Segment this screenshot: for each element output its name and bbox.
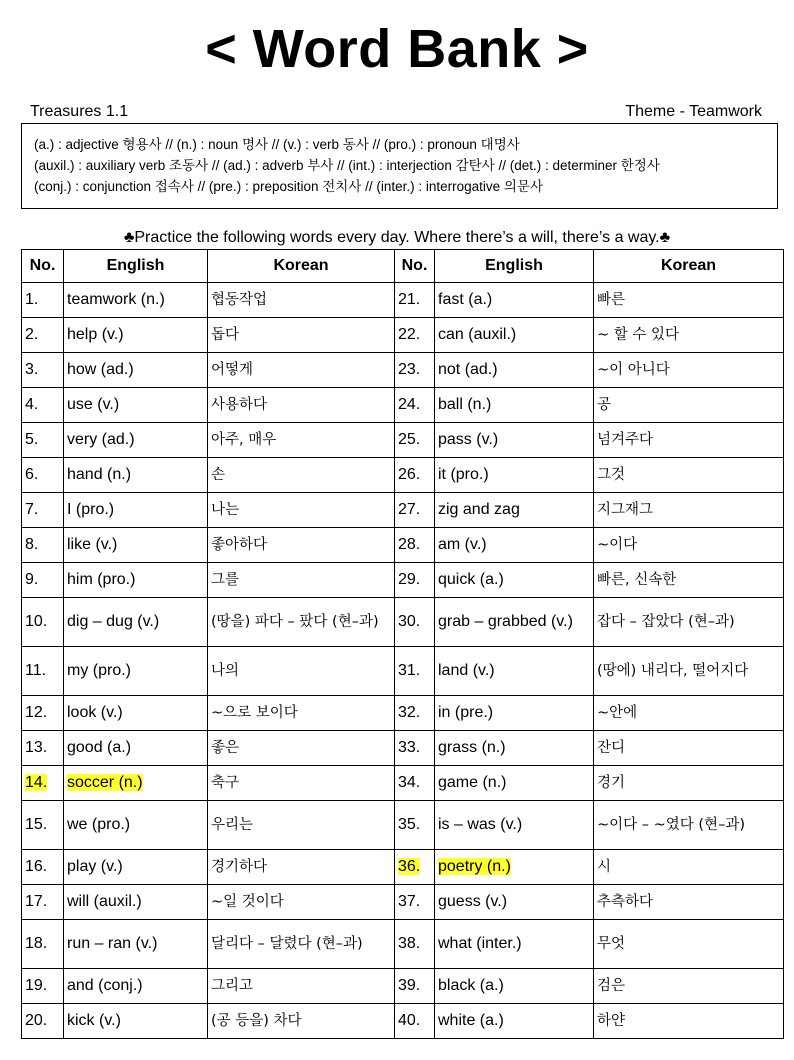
korean-meaning <box>594 598 784 647</box>
korean-meaning-text: 달리다 – 달렸다 (현–과) <box>211 935 363 952</box>
korean-meaning <box>208 969 395 1004</box>
english-word-text: and (conj.) <box>67 977 143 994</box>
word-number-text: 32. <box>398 704 421 721</box>
korean-meaning-text: 하얀 <box>597 1012 626 1029</box>
word-number-text: 28. <box>398 536 421 553</box>
korean-meaning-text: 빠른 <box>597 291 626 308</box>
word-number-text: 9. <box>25 571 39 588</box>
word-number-text: 1. <box>25 291 39 308</box>
korean-meaning <box>594 388 784 423</box>
english-word <box>64 423 208 458</box>
legend-line: (a.) : adjective 형용사 // (n.) : noun 명사 // (v.) : verb 동사 // (pro.) : pronoun 대명사 <box>34 137 520 152</box>
word-number-text: 15. <box>25 816 48 833</box>
korean-meaning <box>594 283 784 318</box>
korean-meaning-text: 그를 <box>211 571 240 588</box>
legend-line: (conj.) : conjunction 접속사 // (pre.) : preposition 전치사 // (inter.) : interrogative 의문사 <box>34 179 544 194</box>
part-of-speech-legend <box>21 123 778 209</box>
legend-line: (auxil.) : auxiliary verb 조동사 // (ad.) : adverb 부사 // (int.) : interjection 감탄사 // (det.) : determiner 한정사 <box>34 158 660 173</box>
korean-meaning-text: 어떻게 <box>211 361 254 378</box>
english-word <box>64 969 208 1004</box>
korean-meaning <box>208 528 395 563</box>
english-word <box>435 458 594 493</box>
word-number-text: 13. <box>25 739 48 756</box>
english-word <box>64 388 208 423</box>
word-number <box>22 766 64 801</box>
english-word-text: help (v.) <box>67 326 124 343</box>
english-word-text: how (ad.) <box>67 361 134 378</box>
english-word <box>435 969 594 1004</box>
word-number <box>22 563 64 598</box>
word-number-text: 5. <box>25 431 39 448</box>
english-word <box>435 493 594 528</box>
korean-meaning <box>208 388 395 423</box>
word-number-text: 29. <box>398 571 421 588</box>
english-word <box>64 528 208 563</box>
korean-meaning <box>594 885 784 920</box>
word-number <box>22 388 64 423</box>
word-number <box>395 850 435 885</box>
word-number-text: 39. <box>398 977 421 994</box>
word-number-text: 6. <box>25 466 39 483</box>
english-word <box>64 563 208 598</box>
korean-meaning <box>208 1004 395 1039</box>
english-word-text: land (v.) <box>438 662 495 679</box>
korean-meaning <box>208 458 395 493</box>
english-word <box>435 885 594 920</box>
english-word-text: good (a.) <box>67 739 132 756</box>
korean-meaning-text: 우리는 <box>211 816 254 833</box>
english-word <box>64 647 208 696</box>
word-number-text: 40. <box>398 1012 421 1029</box>
english-word <box>435 696 594 731</box>
english-word-text: what (inter.) <box>438 935 522 952</box>
korean-meaning <box>208 885 395 920</box>
word-number <box>395 423 435 458</box>
korean-meaning-text: 좋아하다 <box>211 536 268 553</box>
korean-meaning <box>594 801 784 850</box>
english-word-text: we (pro.) <box>67 816 131 833</box>
table-row <box>22 598 784 647</box>
english-word-text: look (v.) <box>67 704 123 721</box>
korean-meaning-text: 나의 <box>211 662 240 679</box>
korean-meaning <box>208 493 395 528</box>
english-word-text: black (a.) <box>438 977 504 994</box>
korean-meaning-text: (땅에) 내리다, 떨어지다 <box>597 662 749 679</box>
korean-meaning-text: ~이 아니다 <box>597 361 670 378</box>
word-number <box>22 920 64 969</box>
word-number-text: 7. <box>25 501 39 518</box>
english-word <box>64 318 208 353</box>
korean-meaning <box>594 731 784 766</box>
word-number <box>395 766 435 801</box>
english-word <box>64 885 208 920</box>
word-number <box>22 493 64 528</box>
english-word <box>64 458 208 493</box>
korean-meaning-text: 축구 <box>211 774 240 791</box>
header-english: English <box>64 250 208 283</box>
english-word-text: like (v.) <box>67 536 118 553</box>
word-number <box>395 283 435 318</box>
word-table <box>21 249 784 1039</box>
word-number <box>395 801 435 850</box>
korean-meaning-text: 잡다 – 잡았다 (현–과) <box>597 613 735 630</box>
english-word <box>435 801 594 850</box>
korean-meaning-text: ~ 할 수 있다 <box>597 326 680 343</box>
english-word-text: game (n.) <box>438 774 507 791</box>
korean-meaning <box>594 696 784 731</box>
english-word-text: guess (v.) <box>438 893 508 910</box>
korean-meaning <box>594 563 784 598</box>
english-word-text: use (v.) <box>67 396 120 413</box>
word-number <box>22 885 64 920</box>
korean-meaning-text: 시 <box>597 858 612 875</box>
table-row <box>22 493 784 528</box>
english-word <box>435 766 594 801</box>
korean-meaning-text: 그것 <box>597 466 626 483</box>
word-number <box>22 458 64 493</box>
word-number <box>22 1004 64 1039</box>
korean-meaning <box>208 731 395 766</box>
english-word-text: am (v.) <box>438 536 487 553</box>
word-number-text: 12. <box>25 704 48 721</box>
word-number-text: 14. <box>25 774 48 791</box>
korean-meaning-text: 추측하다 <box>597 893 654 910</box>
korean-meaning-text: ~일 것이다 <box>211 893 284 910</box>
english-word <box>64 1004 208 1039</box>
word-number <box>22 850 64 885</box>
korean-meaning <box>208 766 395 801</box>
english-word <box>435 388 594 423</box>
word-number-text: 22. <box>398 326 421 343</box>
word-number <box>395 598 435 647</box>
word-number-text: 20. <box>25 1012 48 1029</box>
korean-meaning-text: 넘겨주다 <box>597 431 654 448</box>
word-table-body <box>22 283 784 1039</box>
book-label: Treasures 1.1 <box>30 103 129 120</box>
english-word <box>435 850 594 885</box>
word-number-text: 2. <box>25 326 39 343</box>
korean-meaning-text: 잔디 <box>597 739 626 756</box>
english-word-text: teamwork (n.) <box>67 291 165 308</box>
english-word <box>435 353 594 388</box>
table-row <box>22 388 784 423</box>
english-word-text: fast (a.) <box>438 291 493 308</box>
table-row <box>22 1004 784 1039</box>
english-word-text: I (pro.) <box>67 501 115 518</box>
korean-meaning-text: 아주, 매우 <box>211 431 277 448</box>
word-number <box>22 283 64 318</box>
header-korean: Korean <box>594 250 784 283</box>
word-number <box>22 423 64 458</box>
korean-meaning-text: 경기하다 <box>211 858 268 875</box>
word-number-text: 21. <box>398 291 421 308</box>
word-number <box>395 696 435 731</box>
korean-meaning <box>208 423 395 458</box>
table-row <box>22 731 784 766</box>
word-number <box>22 353 64 388</box>
header-english: English <box>435 250 594 283</box>
korean-meaning-text: 돕다 <box>211 326 240 343</box>
word-number <box>395 885 435 920</box>
word-number <box>22 528 64 563</box>
english-word <box>64 283 208 318</box>
korean-meaning <box>208 353 395 388</box>
english-word <box>64 801 208 850</box>
word-number-text: 11. <box>25 662 47 679</box>
korean-meaning <box>594 766 784 801</box>
english-word-text: will (auxil.) <box>67 893 142 910</box>
word-number-text: 18. <box>25 935 48 952</box>
header-korean: Korean <box>208 250 395 283</box>
english-word <box>64 598 208 647</box>
word-number-text: 17. <box>25 893 48 910</box>
english-word <box>435 731 594 766</box>
table-row <box>22 353 784 388</box>
word-number-text: 31. <box>398 662 421 679</box>
korean-meaning <box>594 647 784 696</box>
english-word-text: kick (v.) <box>67 1012 121 1029</box>
header-no: No. <box>395 250 435 283</box>
english-word <box>435 647 594 696</box>
korean-meaning-text: (공 등을) 차다 <box>211 1012 302 1029</box>
korean-meaning-text: 나는 <box>211 501 240 518</box>
korean-meaning <box>208 598 395 647</box>
korean-meaning <box>594 318 784 353</box>
korean-meaning-text: 검은 <box>597 977 626 994</box>
word-number <box>395 920 435 969</box>
korean-meaning <box>208 801 395 850</box>
korean-meaning <box>208 283 395 318</box>
word-number <box>22 801 64 850</box>
english-word-text: ball (n.) <box>438 396 492 413</box>
word-number-text: 30. <box>398 613 421 630</box>
english-word-text: zig and zag <box>438 501 520 518</box>
english-word <box>64 696 208 731</box>
korean-meaning-text: 손 <box>211 466 226 483</box>
word-number-text: 37. <box>398 893 421 910</box>
english-word <box>435 563 594 598</box>
english-word-text: run – ran (v.) <box>67 935 158 952</box>
word-number <box>395 1004 435 1039</box>
word-number-text: 33. <box>398 739 421 756</box>
english-word-text: soccer (n.) <box>67 774 143 791</box>
practice-note: ♣Practice the following words every day. Where there’s a will, there’s a way.♣ <box>123 229 671 246</box>
word-number <box>22 731 64 766</box>
english-word-text: grab – grabbed (v.) <box>438 613 573 630</box>
word-number <box>395 528 435 563</box>
word-number-text: 35. <box>398 816 421 833</box>
english-word <box>64 353 208 388</box>
table-row <box>22 647 784 696</box>
english-word <box>64 766 208 801</box>
table-row <box>22 458 784 493</box>
table-row <box>22 528 784 563</box>
word-number <box>395 353 435 388</box>
korean-meaning <box>208 850 395 885</box>
korean-meaning <box>208 563 395 598</box>
word-number <box>395 647 435 696</box>
table-row <box>22 563 784 598</box>
table-row <box>22 850 784 885</box>
korean-meaning <box>594 1004 784 1039</box>
word-number-text: 36. <box>398 858 421 875</box>
table-row <box>22 423 784 458</box>
korean-meaning <box>594 850 784 885</box>
english-word-text: grass (n.) <box>438 739 506 756</box>
english-word <box>435 423 594 458</box>
english-word-text: white (a.) <box>438 1012 504 1029</box>
english-word-text: in (pre.) <box>438 704 494 721</box>
word-number <box>395 563 435 598</box>
word-number <box>22 598 64 647</box>
english-word-text: play (v.) <box>67 858 123 875</box>
table-row <box>22 885 784 920</box>
english-word-text: pass (v.) <box>438 431 499 448</box>
page-title: < Word Bank > <box>205 19 589 79</box>
header-no: No. <box>22 250 64 283</box>
english-word-text: hand (n.) <box>67 466 132 483</box>
word-number-text: 26. <box>398 466 421 483</box>
table-row <box>22 766 784 801</box>
korean-meaning-text: 공 <box>597 396 612 413</box>
word-number <box>22 696 64 731</box>
korean-meaning-text: 좋은 <box>211 739 240 756</box>
english-word <box>435 920 594 969</box>
word-number-text: 4. <box>25 396 39 413</box>
korean-meaning <box>208 920 395 969</box>
english-word <box>435 528 594 563</box>
korean-meaning <box>594 528 784 563</box>
korean-meaning <box>594 458 784 493</box>
word-number-text: 38. <box>398 935 421 952</box>
english-word <box>435 318 594 353</box>
korean-meaning <box>594 493 784 528</box>
word-number <box>395 731 435 766</box>
english-word <box>64 731 208 766</box>
word-number-text: 27. <box>398 501 421 518</box>
korean-meaning-text: ~이다 <box>597 536 638 553</box>
korean-meaning <box>594 920 784 969</box>
table-row <box>22 920 784 969</box>
korean-meaning-text: 그리고 <box>211 977 254 994</box>
word-number-text: 19. <box>25 977 48 994</box>
korean-meaning-text: ~으로 보이다 <box>211 704 298 721</box>
english-word-text: him (pro.) <box>67 571 136 588</box>
word-number <box>395 318 435 353</box>
english-word <box>64 850 208 885</box>
table-row <box>22 283 784 318</box>
english-word <box>64 493 208 528</box>
english-word-text: it (pro.) <box>438 466 489 483</box>
word-number <box>22 647 64 696</box>
english-word-text: very (ad.) <box>67 431 135 448</box>
korean-meaning-text: 경기 <box>597 774 626 791</box>
korean-meaning-text: ~이다 – ~였다 (현–과) <box>597 816 745 833</box>
english-word-text: my (pro.) <box>67 662 131 679</box>
english-word <box>435 1004 594 1039</box>
english-word <box>435 598 594 647</box>
korean-meaning <box>208 647 395 696</box>
word-number-text: 23. <box>398 361 421 378</box>
korean-meaning <box>594 353 784 388</box>
korean-meaning-text: 지그재그 <box>597 501 654 518</box>
word-number <box>22 969 64 1004</box>
korean-meaning-text: 사용하다 <box>211 396 268 413</box>
word-number-text: 16. <box>25 858 48 875</box>
korean-meaning <box>208 318 395 353</box>
word-number-text: 24. <box>398 396 421 413</box>
word-number <box>22 318 64 353</box>
english-word <box>435 283 594 318</box>
word-number-text: 25. <box>398 431 421 448</box>
korean-meaning-text: (땅을) 파다 – 팠다 (현–과) <box>211 613 379 630</box>
korean-meaning <box>594 969 784 1004</box>
korean-meaning <box>594 423 784 458</box>
table-row <box>22 969 784 1004</box>
english-word-text: is – was (v.) <box>438 816 523 833</box>
word-number <box>395 388 435 423</box>
table-row <box>22 318 784 353</box>
word-number <box>395 969 435 1004</box>
word-number <box>395 458 435 493</box>
korean-meaning-text: 무엇 <box>597 935 626 952</box>
korean-meaning-text: 협동작업 <box>211 291 268 308</box>
korean-meaning-text: 빠른, 신속한 <box>597 571 677 588</box>
theme-label: Theme - Teamwork <box>625 103 762 120</box>
korean-meaning-text: ~안에 <box>597 704 638 721</box>
english-word-text: not (ad.) <box>438 361 498 378</box>
korean-meaning <box>208 696 395 731</box>
word-number-text: 10. <box>25 613 48 630</box>
word-number-text: 8. <box>25 536 39 553</box>
english-word <box>64 920 208 969</box>
table-row <box>22 801 784 850</box>
word-number <box>395 493 435 528</box>
english-word-text: quick (a.) <box>438 571 504 588</box>
word-number-text: 3. <box>25 361 39 378</box>
table-header-row <box>22 250 784 283</box>
table-row <box>22 696 784 731</box>
english-word-text: poetry (n.) <box>438 858 511 875</box>
word-number-text: 34. <box>398 774 421 791</box>
english-word-text: can (auxil.) <box>438 326 517 343</box>
english-word-text: dig – dug (v.) <box>67 613 160 630</box>
